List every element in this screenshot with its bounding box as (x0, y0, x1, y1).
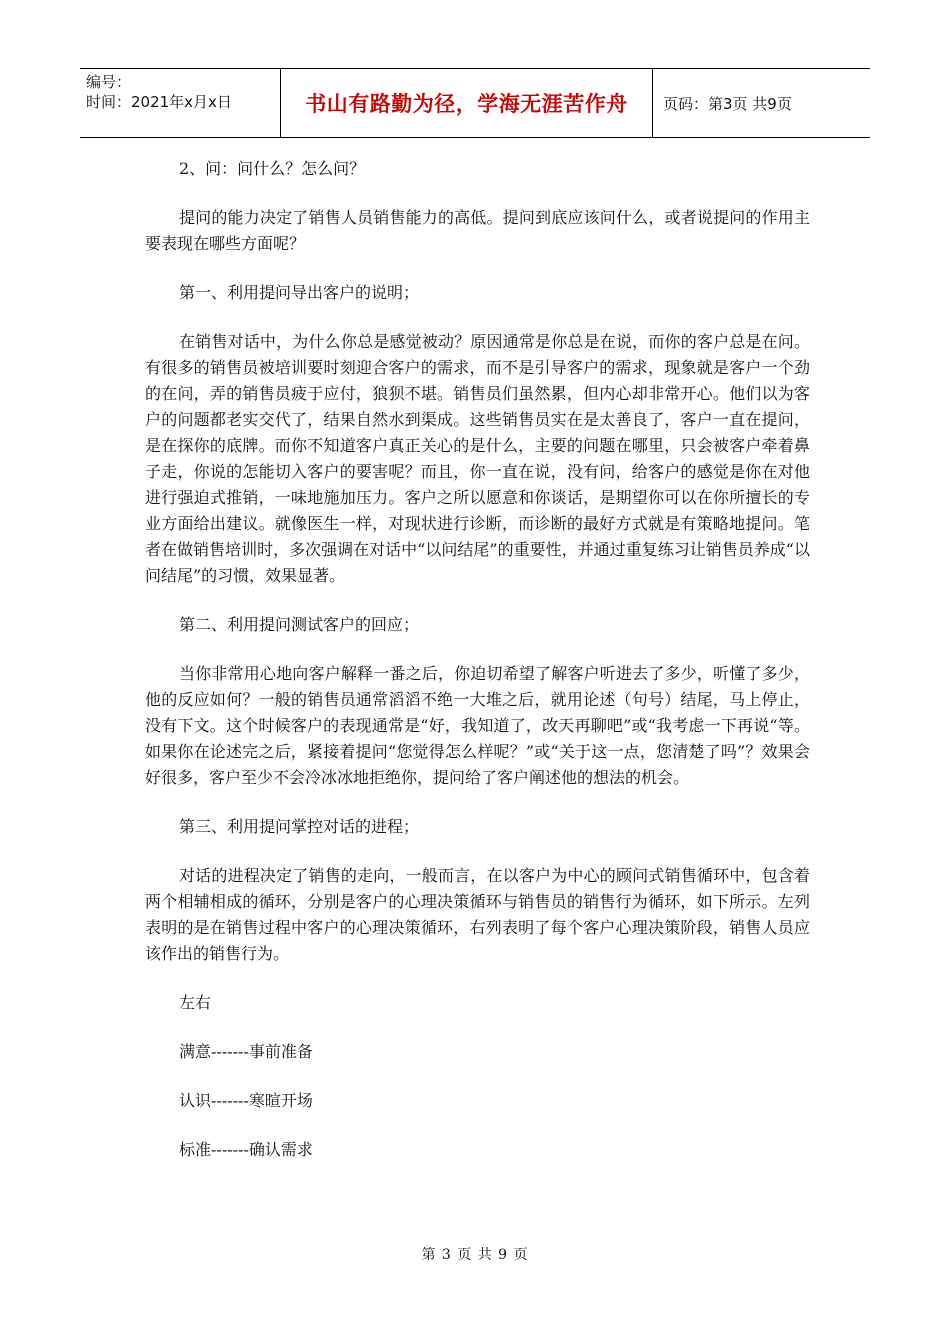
header-meta (80, 69, 281, 137)
header-motto: 书山有路勤为径，学海无涯苦作舟 (281, 69, 653, 137)
body-paragraph: 在销售对话中，为什么你总是感觉被动？原因通常是你总是在说，而你的客户总是在问。有很多的销售员被培训要时刻迎合客户的需求，而不是引导客户的需求，现象就是客户一个劲的在问，弄的销售员疲于应付，狼狈不堪。销售员们虽然累，但内心却非常开心。他们以为客户的问题都老实交代了，结果自然水到渠成。这些销售员实在是太善良了，客户一直在提问，是在探你的底牌。而你不知道客户真正关心的是什么，主要的问题在哪里，只会被客户牵着鼻子走，你说的怎能切入客户的要害呢？而且，你一直在说，没有问，给客户的感觉是你在对他进行强迫式推销，一味地施加压力。客户之所以愿意和你谈话，是期望你可以在你所擅长的专业方面给出建议。就像医生一样，对现状进行诊断，而诊断的最好方式就是有策略地提问。笔者在做销售培训时，多次强调在对话中“以问结尾”的重要性，并通过重复练习让销售员养成“以问结尾”的习惯，效果显著。 (145, 332, 810, 585)
document-date: 时间：2021年x月x日 (86, 93, 232, 111)
body-paragraph: 当你非常用心地向客户解释一番之后，你迫切希望了解客户听进去了多少，听懂了多少，他的反应如何？一般的销售员通常滔滔不绝一大堆之后，就用论述（句号）结尾，马上停止，没有下文。这个时候客户的表现通常是“好，我知道了，改天再聊吧”或“我考虑一下再说“等。如果你在论述完之后，紧接着提问“您觉得怎么样呢？”或“关于这一点，您清楚了吗”？效果会好很多，客户至少不会冷冰冰地拒绝你，提问给了客户阐述他的想法的机会。 (145, 664, 810, 787)
list-item: 认识-------寒暄开场 (179, 1091, 313, 1110)
point-heading: 第一、利用提问导出客户的说明； (179, 283, 420, 302)
list-item: 标准-------确认需求 (179, 1140, 313, 1159)
section-heading: 2、问：问什么？怎么问？ (179, 159, 366, 178)
point-heading: 第二、利用提问测试客户的回应； (179, 615, 420, 634)
document-number-label: 编号： (86, 73, 132, 91)
list-header: 左右 (179, 993, 212, 1012)
body-paragraph: 提问的能力决定了销售人员销售能力的高低。提问到底应该问什么，或者说提问的作用主要表现在哪些方面呢？ (145, 208, 810, 253)
page-footer: 第 3 页 共 9 页 (421, 1247, 529, 1263)
document-body (145, 156, 810, 1186)
point-heading: 第三、利用提问掌控对话的进程； (179, 817, 420, 836)
body-paragraph: 对话的进程决定了销售的走向，一般而言，在以客户为中心的顾问式销售循环中，包含着两个相辅相成的循环，分别是客户的心理决策循环与销售员的销售行为循环，如下所示。左列表明的是在销售过程中客户的心理决策循环，右列表明了每个客户心理决策阶段，销售人员应该作出的销售行为。 (145, 866, 810, 963)
page-header (80, 68, 870, 138)
list-item: 满意-------事前准备 (179, 1042, 313, 1061)
header-page-info: 页码：第3页 共9页 (663, 94, 792, 113)
